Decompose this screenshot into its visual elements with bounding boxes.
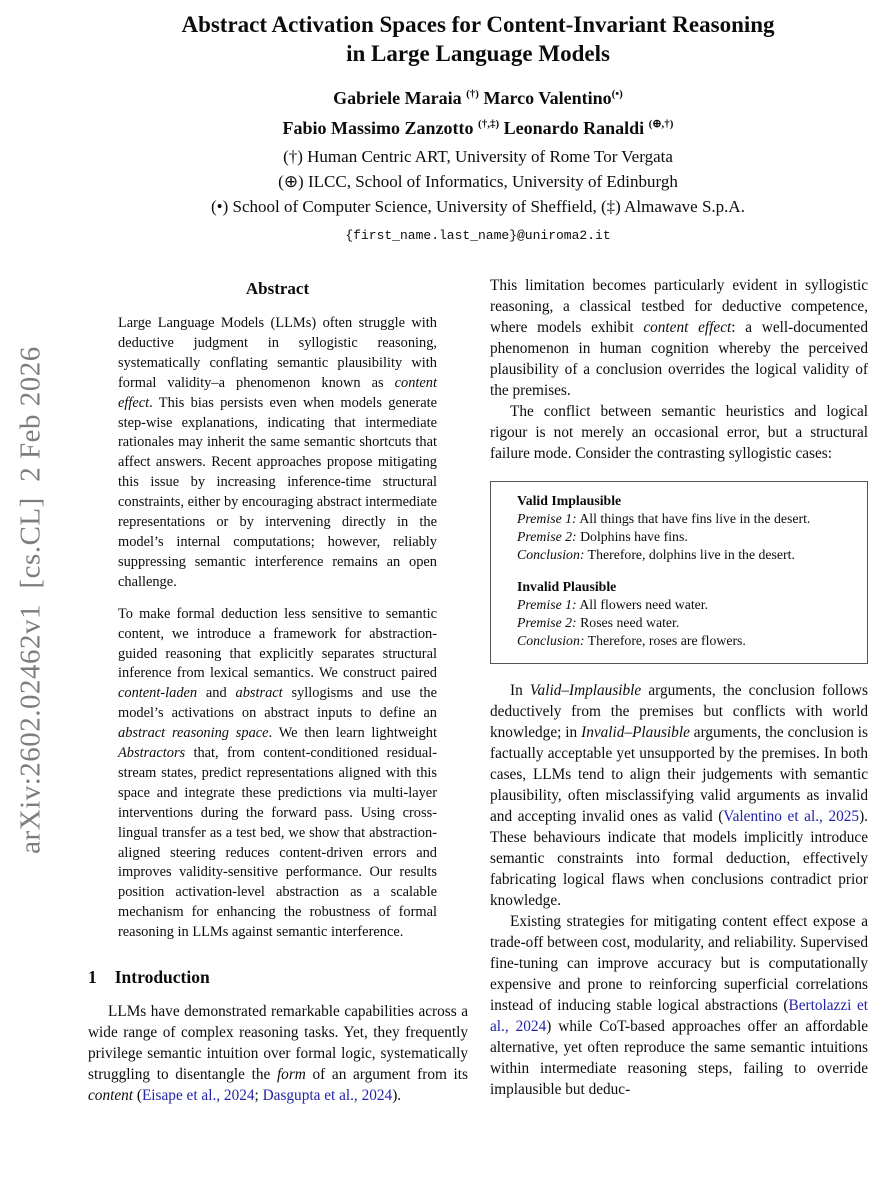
text-run: In (510, 682, 530, 699)
text-run: : a well-documented phenomenon in human cognition whereby the perceived plausibility of a conclusion overrides the logical validity of the premises. (490, 319, 868, 399)
text-run: Valid–Implausible (529, 682, 642, 699)
citation-link[interactable]: Bertolazzi et al., 2024 (490, 997, 869, 1035)
example-heading-valid-implausible: Valid Implausible (517, 493, 622, 508)
invalid-plausible-example (517, 578, 855, 650)
text-run: Dolphins have fins. (576, 529, 688, 544)
text-run: that, from content-conditioned residual-stream states, predict representations aligned with this space and integrate these predictions via multi-layer interventions during the forward pass. Using cross-lingual transfer as a test bed, we show that abstraction-aligned steering reduces content-driven errors and improves validity-sensitive performance. Our results position activation-level abstraction as a scalable mechanism for enhancing the robustness of formal reasoning in LLMs against semantic interference. (118, 745, 437, 941)
introduction-paragraph (88, 1001, 468, 1106)
author-line-2 (88, 111, 868, 141)
text-run: content-laden (118, 685, 198, 702)
text-run: Leonardo Ranaldi (499, 118, 649, 138)
citation-link[interactable]: Dasgupta et al., 2024 (262, 1087, 393, 1105)
citation-link[interactable]: Eisape et al., 2024 (141, 1087, 255, 1105)
text-run: content (88, 1087, 134, 1105)
text-run: (⊕,†) (648, 118, 674, 130)
section-heading-introduction (88, 967, 468, 988)
text-run: Roses need water. (576, 615, 680, 630)
text-run: Premise 1: (517, 511, 577, 526)
text-run: Premise 1: (517, 597, 577, 612)
example-heading-invalid-plausible: Invalid Plausible (517, 579, 617, 594)
text-run: ) while CoT-based approaches offer an affordable alternative, yet often reproduce the same semantic intuitions within intermediate reasoning steps, failing to override implausible but deduc- (490, 1018, 868, 1098)
citation-link[interactable]: Valentino et al., 2025 (723, 808, 860, 825)
text-run: content effect (643, 319, 732, 336)
premise-1-line (517, 510, 855, 528)
text-run: All things that have fins live in the desert. (576, 511, 811, 526)
affiliation-list (88, 144, 868, 219)
text-run: Marco Valentino (478, 88, 612, 108)
introduction-body (88, 1001, 468, 1106)
affiliation-sheffield-almawave: (•) School of Computer Science, University of Sheffield, (‡) Almawave S.p.A. (211, 197, 745, 216)
text-run: Conclusion: (517, 633, 585, 648)
text-run: Large Language Models (LLMs) often struggle with deductive judgment in syllogistic reasoning, systematically conflating semantic plausibility with formal validity–a phenomenon known as (118, 315, 437, 391)
text-run: Abstractors (118, 745, 186, 762)
author-list (88, 81, 868, 141)
paper-content (88, 0, 868, 1106)
text-run: Gabriele Maraia (333, 88, 467, 108)
text-run: Premise 2: (517, 529, 577, 544)
contact-email[interactable]: {first_name.last_name}@uniroma2.it (345, 228, 611, 243)
affiliation-edinburgh: (⊕) ILCC, School of Informatics, University of Edinburgh (278, 172, 678, 191)
paragraph-existing-strategies (490, 911, 868, 1100)
text-run: Therefore, dolphins live in the desert. (584, 547, 795, 562)
text-run: Existing strategies for mitigating content effect expose a trade-off between cost, modularity, and reliability. Supervised fine-tuning can improve accuracy but is computationally expensive and prone to reinforcing superficial correlations instead of inducing stable logical abstractions ( (490, 913, 868, 1014)
text-run: Fabio Massimo Zanzotto (282, 118, 479, 138)
text-run: abstract (235, 685, 283, 702)
text-run: content effect (118, 374, 437, 411)
abstract-heading: Abstract (245, 279, 310, 298)
text-run: The conflict between semantic heuristics and logical rigour is not merely an occasional error, but a structural failure mode. Consider the contrasting syllogistic cases: (490, 403, 868, 462)
text-run: arguments, the conclusion is factually acceptable yet unsupported by the premises. In both cases, LLMs tend to align their judgements with semantic plausibility, often misclassifying valid arguments as invalid and accepting invalid ones as valid ( (490, 724, 868, 825)
text-run: This limitation becomes particularly evident in syllogistic reasoning, a classical testbed for deductive competence, where models exhibit (490, 277, 868, 336)
text-run: (•) (611, 88, 623, 100)
paragraph-conflict (490, 401, 868, 464)
paragraph-valid-implausible-discussion (490, 680, 868, 911)
text-run: syllogisms and use the model’s activations on abstract inputs to define an (118, 685, 437, 722)
text-run: To make formal deduction less sensitive to semantic content, we introduce a framework for abstraction-guided reasoning that explicitly separates structural inference from lexical semantics. We construct paired (118, 605, 437, 682)
valid-implausible-example (517, 492, 855, 564)
affiliation-rome: (†) Human Centric ART, University of Rome Tor Vergata (283, 147, 673, 166)
premise-2-line (517, 528, 855, 546)
text-run: . This bias persists even when models generate step-wise explanations, indicating that intermediate rationales may inherit the same semantic shortcuts that affect answers. Recent approaches propose mitigating this issue by increasing inference-time structural constraints, either by encouraging abstract intermediate representations or by intervening directly in the model’s internal computations; however, reliably suppressing semantic interference remains an open challenge. (118, 394, 437, 590)
title-line-2: in Large Language Models (346, 41, 610, 66)
text-run: and (197, 685, 236, 702)
title-line-1: Abstract Activation Spaces for Content-Invariant Reasoning (181, 12, 775, 37)
text-run: LLMs have demonstrated remarkable capabilities across a wide range of complex reasoning tasks. Yet, they frequently privilege semantic intuition over formal logic, systematically struggling to disentangle the (88, 1003, 468, 1084)
text-run: Invalid–Plausible (581, 724, 690, 741)
conclusion-line (517, 546, 855, 564)
abstract-section (88, 279, 468, 943)
paragraph-content-effect (490, 275, 868, 401)
text-run: Therefore, roses are flowers. (584, 633, 746, 648)
text-run: ( (133, 1087, 142, 1105)
two-column-layout (88, 275, 868, 1106)
text-run: ; (254, 1087, 263, 1105)
abstract-paragraph-1 (118, 314, 437, 593)
text-run: . We then learn lightweight (268, 725, 437, 742)
text-run: ). These behaviours indicate that models implicitly introduce semantic constraints into formal deduction, effectively fabricating logical flaws when conclusions contradict prior knowledge. (490, 808, 868, 909)
premise-1-line (517, 596, 855, 614)
arxiv-watermark: arXiv:2602.02462v1 [cs.CL] 2 Feb 2026 (14, 346, 47, 854)
text-run: form (276, 1066, 306, 1084)
left-column (88, 275, 468, 1106)
text-run: All flowers need water. (576, 597, 709, 612)
section-number: 1 (88, 967, 97, 988)
section-title: Introduction (114, 967, 210, 988)
text-run: of an argument from its (305, 1066, 468, 1084)
syllogism-example-box (490, 481, 868, 664)
text-run: abstract reasoning space (118, 725, 269, 742)
abstract-paragraph-2 (118, 605, 437, 943)
text-run: ). (392, 1087, 402, 1105)
text-run: arguments, the conclusion follows deductively from the premises but conflicts with world knowledge; in (490, 682, 868, 741)
paper-title (88, 10, 868, 68)
text-run: (†,‡) (478, 118, 500, 130)
premise-2-line (517, 614, 855, 632)
text-run: (†) (466, 88, 479, 100)
conclusion-line (517, 632, 855, 650)
text-run: Conclusion: (517, 547, 585, 562)
author-line-1 (88, 81, 868, 111)
right-column (490, 275, 868, 1106)
text-run: Premise 2: (517, 615, 577, 630)
